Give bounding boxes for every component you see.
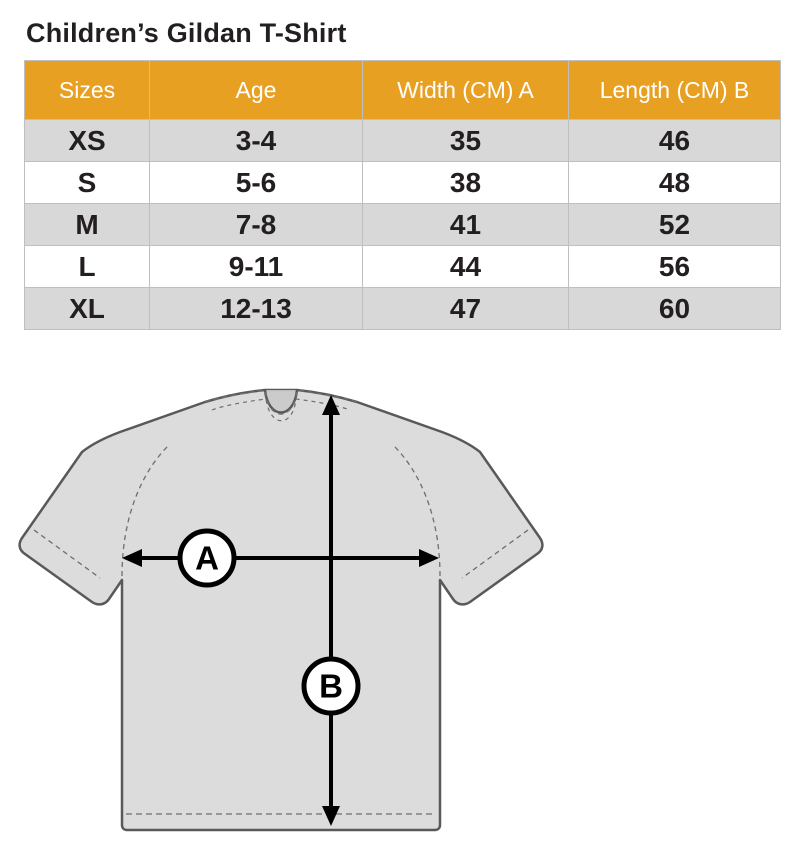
column-header-length: Length (CM) B [569,61,781,120]
size-chart-table [24,60,781,330]
cell-width: 41 [363,204,569,246]
cell-age: 3-4 [150,120,363,162]
page-title: Children’s Gildan T-Shirt [26,18,347,48]
table-row [25,204,781,246]
marker-b [304,659,358,713]
cell-size: XL [25,288,150,330]
column-header-sizes: Sizes [25,61,150,120]
cell-width: 35 [363,120,569,162]
table-row [25,162,781,204]
cell-length: 56 [569,246,781,288]
cell-size: M [25,204,150,246]
table-row [25,120,781,162]
cell-width: 38 [363,162,569,204]
cell-age: 5-6 [150,162,363,204]
cell-length: 48 [569,162,781,204]
column-header-width: Width (CM) A [363,61,569,120]
cell-age: 9-11 [150,246,363,288]
cell-length: 60 [569,288,781,330]
table-body [25,120,781,330]
cell-size: S [25,162,150,204]
cell-width: 47 [363,288,569,330]
table-header [25,61,781,120]
cell-length: 46 [569,120,781,162]
table-header-row [25,61,781,120]
column-header-age: Age [150,61,363,120]
marker-a [180,531,234,585]
cell-age: 7-8 [150,204,363,246]
table-row [25,246,781,288]
table-row [25,288,781,330]
cell-size: L [25,246,150,288]
cell-age: 12-13 [150,288,363,330]
marker-a-label: A [195,539,219,577]
tshirt-measurement-diagram [0,370,800,857]
tshirt-icon [20,390,543,830]
cell-width: 44 [363,246,569,288]
marker-b-label: B [319,667,343,705]
cell-length: 52 [569,204,781,246]
cell-size: XS [25,120,150,162]
